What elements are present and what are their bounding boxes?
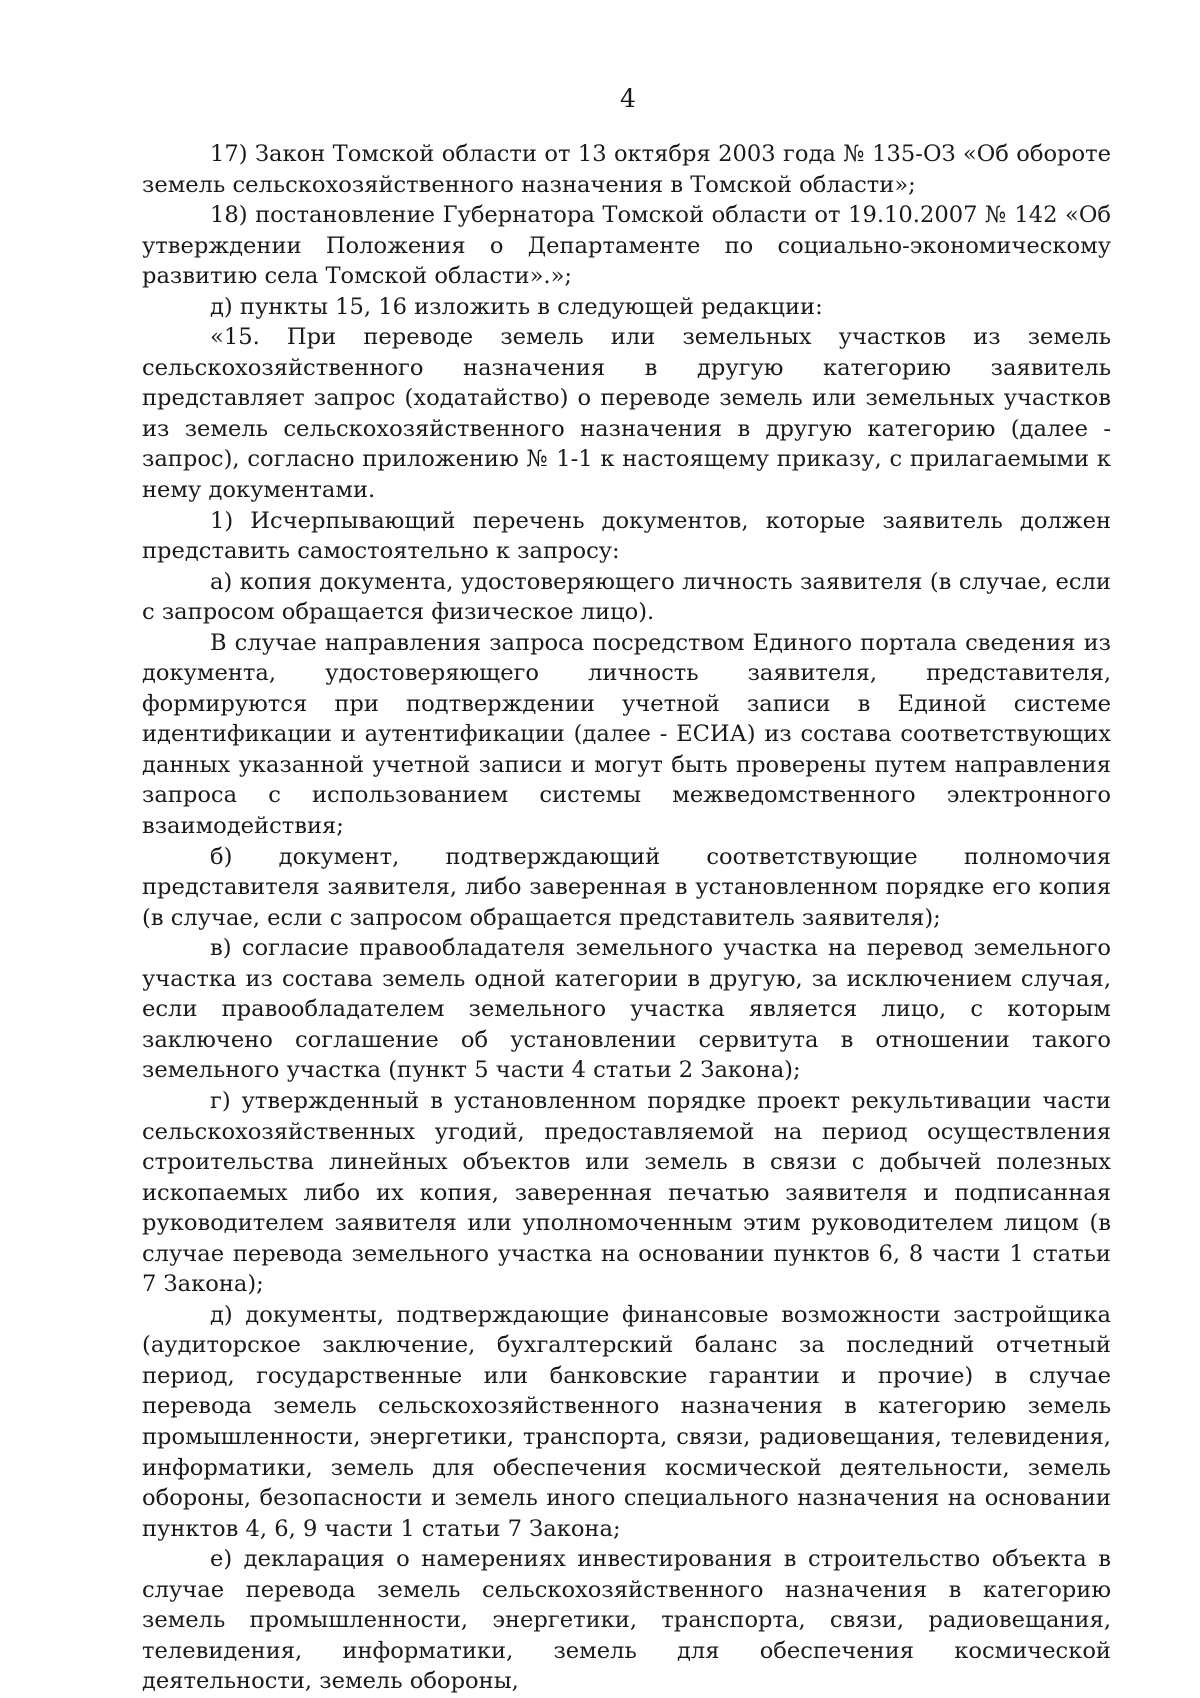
paragraph-clause-15: «15. При переводе земель или земельных участков из земель сельскохозяйственного назначения в другую категорию заявитель представляет запрос (ходатайство) о переводе земель или земельных участков из земель сельскохозяйственного назначения в другую категорию (далее - запрос), согласно приложению № 1-1 к настоящему приказу, с прилагаемыми к нему документами. [142,324,1111,504]
paragraph-subitem-d: д) документы, подтверждающие финансовые возможности застройщика (аудиторское заключение, бухгалтерский баланс за последний отчетный период, государственные или банковские гарантии и прочие) в случае перевода земель сельскохозяйственного назначения в категорию земель промышленности, энергетики, транспорта, связи, радиовещания, телевидения, информатики, земель для обеспечения космической деятельности, земель обороны, безопасности и земель иного специального назначения на основании пунктов 4, 6, 9 части 1 статьи 7 Закона; [142,1301,1111,1542]
paragraph-item-18: 18) постановление Губернатора Томской области от 19.10.2007 № 142 «Об утверждении Положения о Департаменте по социально-экономическому развитию села Томской области».»; [142,202,1111,290]
paragraph-subitem-g: г) утвержденный в установленном порядке проект рекультивации части сельскохозяйственных угодий, предоставляемой на период осуществления строительства линейных объектов или земель в связи с добычей полезных ископаемых либо их копия, заверенная печатью заявителя и подписанная руководителем заявителя или уполномоченным этим руководителем лицом (в случае перевода земельного участка на основании пунктов 6, 8 части 1 статьи 7 Закона); [142,1087,1111,1298]
paragraph-subitem-a: а) копия документа, удостоверяющего личность заявителя (в случае, если с запросом обращается физическое лицо). [142,568,1111,626]
page-number: 4 [620,84,636,113]
paragraph-subitem-e: е) декларация о намерениях инвестирования в строительство объекта в случае перевода земель сельскохозяйственного назначения в категорию земель промышленности, энергетики, транспорта, связи, радиовещания, телевидения, информатики, земель для обеспечения космической деятельности, земель обороны, [142,1546,1111,1695]
document-body [142,139,1111,1697]
paragraph-subitem-d-intro: д) пункты 15, 16 изложить в следующей редакции: [210,293,823,320]
paragraph-subitem-b: б) документ, подтверждающий соответствующие полномочия представителя заявителя, либо заверенная в установленном порядке его копия (в случае, если с запросом обращается представитель заявителя); [142,843,1111,931]
paragraph-esia-note: В случае направления запроса посредством Единого портала сведения из документа, удостоверяющего личность заявителя, представителя, формируются при подтверждении учетной записи в Единой системе идентификации и аутентификации (далее - ЕСИА) из состава соответствующих данных указанной учетной записи и могут быть проверены путем направления запроса с использованием системы межведомственного электронного взаимодействия; [142,629,1111,840]
paragraph-item-17: 17) Закон Томской области от 13 октября 2003 года № 135-ОЗ «Об обороте земель сельскохозяйственного назначения в Томской области»; [142,141,1111,198]
paragraph-subitem-v: в) согласие правообладателя земельного участка на перевод земельного участка из состава земель одной категории в другую, за исключением случая, если правообладателем земельного участка является лицо, с которым заключено соглашение об установлении сервитута в отношении такого земельного участка (пункт 5 части 4 статьи 2 Закона); [142,935,1111,1084]
paragraph-documents-list-intro: 1) Исчерпывающий перечень документов, которые заявитель должен представить самостоятельно к запросу: [142,507,1111,565]
